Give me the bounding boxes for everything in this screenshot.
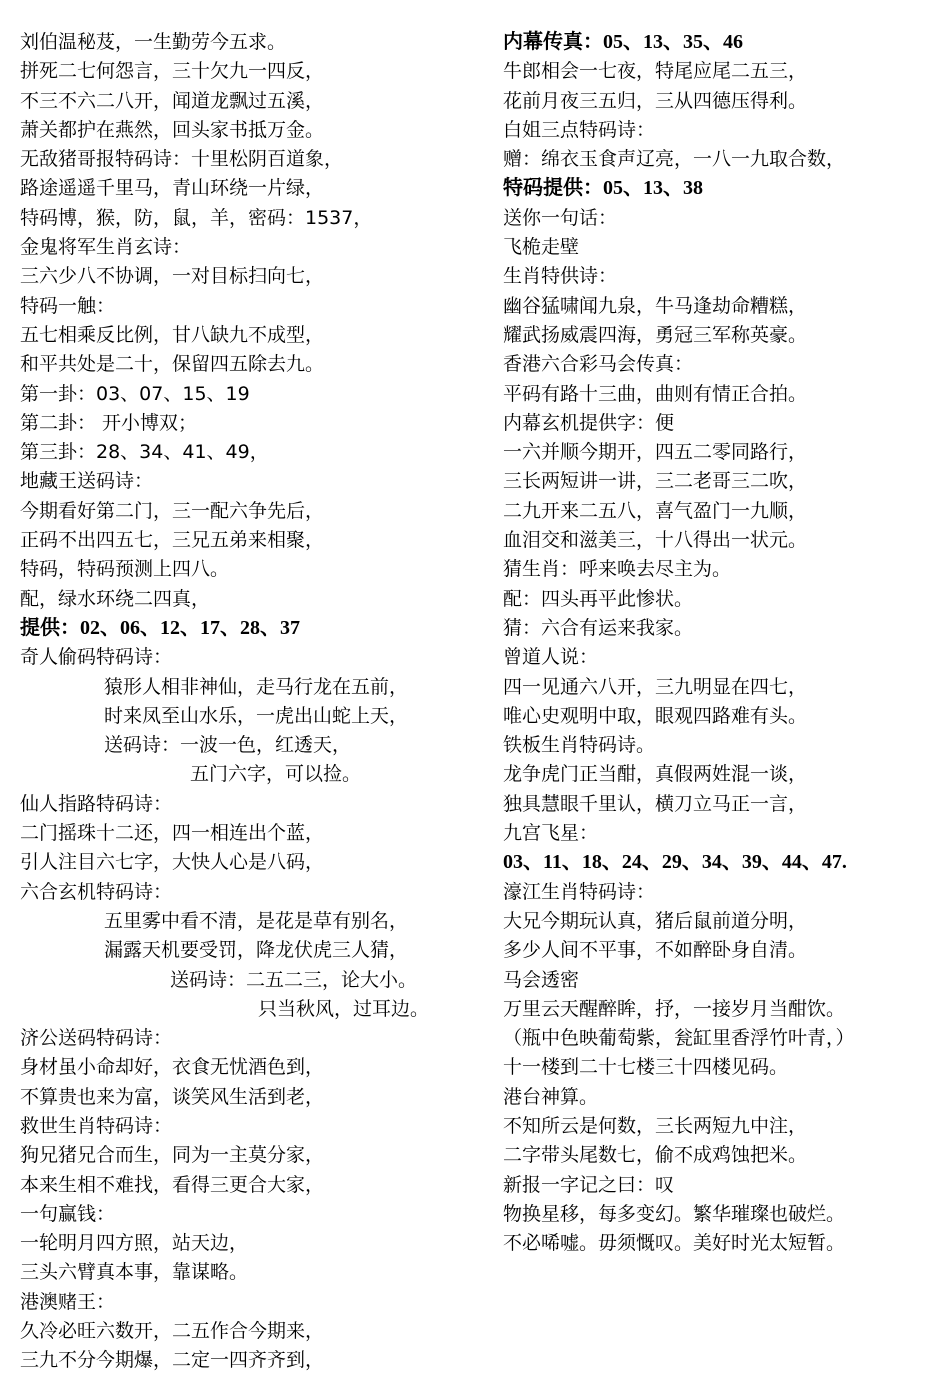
text-line: 幽谷猛啸闻九泉，牛马逢劫命糟糕， xyxy=(503,294,808,317)
text-line: 狗兄猪兄合而生，同为一主莫分家， xyxy=(20,1144,325,1167)
text-line: 龙争虎门正当酣，真假两姓混一谈， xyxy=(503,763,808,786)
text-line: 唯心史观明中取，眼观四路难有头。 xyxy=(503,704,808,727)
text-line: 猿形人相非神仙，走马行龙在五前， xyxy=(104,675,409,698)
left-column xyxy=(20,28,480,1376)
text-line: 漏露天机要受罚，降龙伏虎三人猜， xyxy=(104,939,409,962)
text-line: 多少人间不平事，不如醉卧身自清。 xyxy=(503,939,808,962)
text-line: 三九不分今期爆，二定一四齐齐到， xyxy=(20,1349,325,1372)
text-line: 无敌猪哥报特码诗：十里松阴百道象， xyxy=(20,148,344,171)
text-line: 港澳赌王： xyxy=(20,1290,116,1313)
text-line: 配：四头再平此惨状。 xyxy=(503,587,694,610)
text-line: 濠江生肖特码诗： xyxy=(503,880,656,903)
text-line: 路途遥遥千里马，青山环绕一片绿， xyxy=(20,177,325,200)
text-line: 新报一字记之曰：叹 xyxy=(503,1173,675,1196)
text-line: 二九开来二五八，喜气盈门一九顺， xyxy=(503,499,808,522)
text-line: 生肖特供诗： xyxy=(503,265,618,288)
text-line: 地藏王送码诗： xyxy=(20,470,154,493)
text-line: 三长两短讲一讲，三二老哥三二吹， xyxy=(503,470,808,493)
text-line: 物换星移，每多变幻。繁华璀璨也破烂。 xyxy=(503,1202,846,1225)
text-line: 特码一触： xyxy=(20,294,116,317)
text-line: 提供：02、06、12、17、28、37 xyxy=(20,616,300,639)
text-line: 一轮明月四方照，站天边， xyxy=(20,1232,249,1255)
text-line: 第三卦：28、34、41、49， xyxy=(20,441,269,464)
text-line: 平码有路十三曲，曲则有情正合拍。 xyxy=(503,382,808,405)
text-line: 五门六字，可以捡。 xyxy=(190,763,362,786)
text-line: 耀武扬威震四海，勇冠三军称英豪。 xyxy=(503,323,808,346)
text-line: 大兄今期玩认真，猪后鼠前道分明， xyxy=(503,909,808,932)
text-line: 铁板生肖特码诗。 xyxy=(503,734,656,757)
text-line: 济公送码特码诗： xyxy=(20,1027,173,1050)
text-line: 猜：六合有运来我家。 xyxy=(503,616,694,639)
text-line: 港台神算。 xyxy=(503,1085,599,1108)
text-line: 万里云天醒醉眸，抒，一接岁月当酣饮。 xyxy=(503,997,846,1020)
text-line: 特码提供：05、13、38 xyxy=(503,177,703,200)
text-line: 第一卦：03、07、15、19 xyxy=(20,382,250,405)
text-line: 特码博，猴，防，鼠，羊，密码：1537， xyxy=(20,206,373,229)
right-column xyxy=(503,28,923,1258)
text-line: 拼死二七何怨言，三十欠九一四反， xyxy=(20,60,325,83)
text-line: 和平共处是二十，保留四五除去九。 xyxy=(20,353,325,376)
text-line: 03、11、18、24、29、34、39、44、47. xyxy=(503,851,847,874)
text-line: 五七相乘反比例，甘八缺九不成型， xyxy=(20,323,325,346)
text-line: 二门摇珠十二还，四一相连出个蓝， xyxy=(20,822,325,845)
text-line: 二字带头尾数七，偷不成鸡蚀把米。 xyxy=(503,1144,808,1167)
text-line: 正码不出四五七，三兄五弟来相聚， xyxy=(20,529,325,552)
text-line: 六合玄机特码诗： xyxy=(20,880,173,903)
text-line: 引人注目六七字，大快人心是八码， xyxy=(20,851,325,874)
text-line: 曾道人说： xyxy=(503,646,599,669)
text-line: 一六并顺今期开，四五二零同路行， xyxy=(503,441,808,464)
text-line: 五里雾中看不清，是花是草有别名， xyxy=(104,909,409,932)
text-line: 身材虽小命却好，衣食无忧酒色到， xyxy=(20,1056,325,1079)
text-line: 萧关都护在燕然，回头家书抵万金。 xyxy=(20,118,325,141)
text-line: 第二卦： 开小博双； xyxy=(20,411,198,434)
text-line: 十一楼到二十七楼三十四楼见码。 xyxy=(503,1056,789,1079)
text-line: 今期看好第二门，三一配六争先后， xyxy=(20,499,325,522)
text-line: 久冷必旺六数开，二五作合今期来， xyxy=(20,1320,325,1343)
text-line: 四一见通六八开，三九明显在四七， xyxy=(503,675,808,698)
text-line: 赠：绵衣玉食声辽亮，一八一九取合数， xyxy=(503,148,846,171)
text-line: 送你一句话： xyxy=(503,206,618,229)
text-line: 马会透密 xyxy=(503,968,580,991)
text-line: 香港六合彩马会传真： xyxy=(503,353,694,376)
text-line: 金鬼将军生肖玄诗： xyxy=(20,236,192,259)
text-line: 送码诗：二五二三，论大小。 xyxy=(170,968,418,991)
text-line: 只当秋风，过耳边。 xyxy=(258,997,430,1020)
text-line: 奇人偷码特码诗： xyxy=(20,646,173,669)
text-line: 时来凤至山水乐，一虎出山蛇上天， xyxy=(104,704,409,727)
text-line: 独具慧眼千里认，横刀立马正一言， xyxy=(503,792,808,815)
text-line: 血泪交和滋美三，十八得出一状元。 xyxy=(503,529,808,552)
text-line: 内幕玄机提供字：便 xyxy=(503,411,675,434)
text-line: 救世生肖特码诗： xyxy=(20,1114,173,1137)
text-line: （瓶中色映葡萄紫，瓮缸里香浮竹叶青，） xyxy=(503,1027,855,1050)
text-line: 猜生肖：呼来唤去尽主为。 xyxy=(503,558,732,581)
text-line: 刘伯温秘芨，一生勤劳今五求。 xyxy=(20,31,287,53)
text-line: 牛郎相会一七夜，特尾应尾二五三， xyxy=(503,60,808,83)
text-line: 三头六臂真本事，靠谋略。 xyxy=(20,1261,249,1284)
text-line: 内幕传真：05、13、35、46 xyxy=(503,31,743,53)
text-line: 一句赢钱： xyxy=(20,1202,116,1225)
text-line: 飞桅走壁 xyxy=(503,236,580,259)
text-line: 白姐三点特码诗： xyxy=(503,118,656,141)
text-line: 送码诗：一波一色，红透天， xyxy=(104,734,352,757)
text-line: 本来生相不难找，看得三更合大家， xyxy=(20,1173,325,1196)
text-line: 配，绿水环绕二四真， xyxy=(20,587,211,610)
text-line: 不三不六二八开，闻道龙飘过五溪， xyxy=(20,89,325,112)
text-line: 不算贵也来为富，谈笑风生活到老， xyxy=(20,1085,325,1108)
text-line: 三六少八不协调，一对目标扫向七， xyxy=(20,265,325,288)
text-line: 花前月夜三五归，三从四德压得利。 xyxy=(503,89,808,112)
text-line: 九宫飞星： xyxy=(503,822,599,845)
text-line: 特码，特码预测上四八。 xyxy=(20,558,230,581)
text-line: 不必唏嘘。毋须慨叹。美好时光太短暂。 xyxy=(503,1232,846,1255)
text-line: 不知所云是何数，三长两短九中注， xyxy=(503,1114,808,1137)
text-line: 仙人指路特码诗： xyxy=(20,792,173,815)
